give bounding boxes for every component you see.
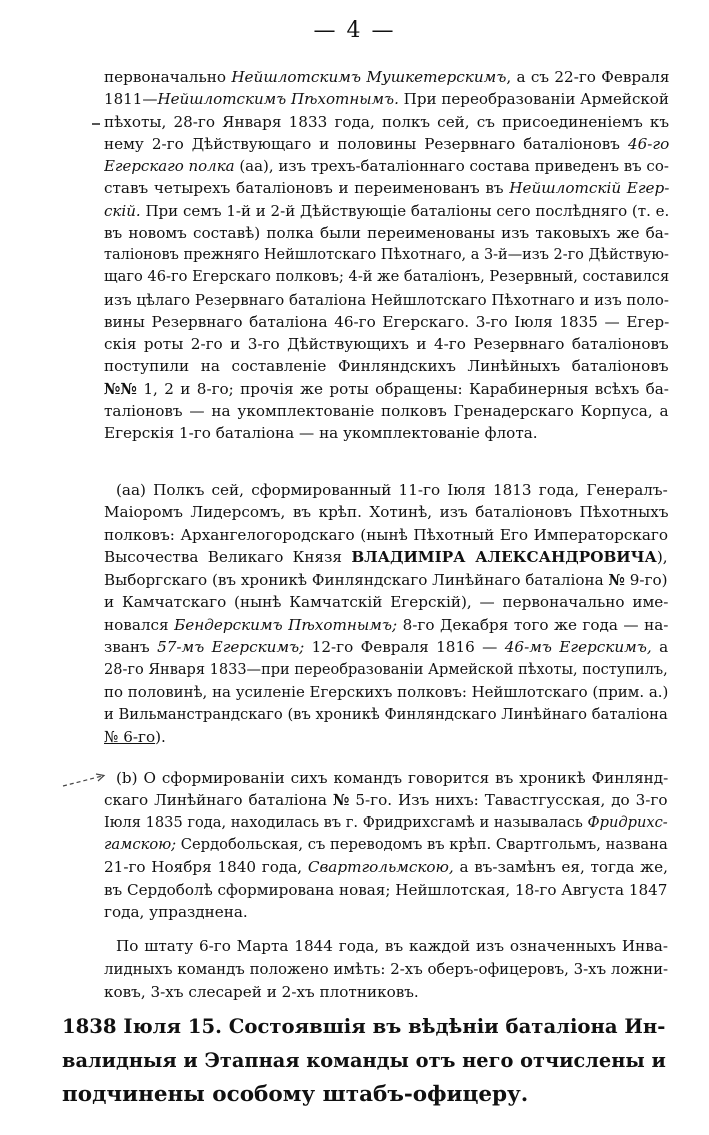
text-line [62,1012,666,1044]
text-run: ковъ, 3-хъ слесарей и 2-хъ плотниковъ. [104,983,419,1001]
text-run: ВЛАДИМІРА АЛЕКСАНДРОВИЧА [351,548,657,567]
text-run: Нейшлотскій Егер- [509,179,669,198]
text-run: 5-го. Изъ нихъ: Тавастгусская, до 3-го [349,791,668,810]
text-line [104,378,669,401]
text-run: ). [155,727,166,746]
text-run: и Камчатскаго (нынѣ Камчатскій Егерскій), — первоначально име- [104,593,668,612]
text-run: Егерскія 1-го баталіона — на укомплектованіе флота. [104,424,538,442]
text-run: вины Резервнаго баталіона 46-го Егерскаго. 3-го Іюля 1835 — Егер- [104,312,669,331]
text-line [104,355,669,378]
text-run: Сердобольская, съ переводомъ въ крѣп. Свартгольмъ, названа [176,835,668,853]
text-run: 8-го Декабря того же года — на- [397,615,668,634]
text-run: скаго Линѣйнаго баталіона [104,791,333,810]
text-run: полковъ: Архангелогородскаго (нынѣ Пѣхотный Его Императорскаго [104,525,668,544]
text-run: 46-го [627,134,669,153]
text-line [104,591,668,614]
text-run: №№ [104,379,138,398]
text-line [104,244,669,267]
text-run: 21-го Ноября 1840 года, [104,858,308,877]
text-line [104,812,668,835]
text-line [104,546,668,569]
text-run: 9-го) [624,570,668,589]
text-run: Выборгскаго (въ хроникѣ Финляндскаго Линѣйнаго баталіона [104,570,609,589]
text-line [104,879,668,902]
text-line [62,1046,666,1078]
text-line [104,704,668,727]
text-line [116,767,668,790]
text-run: въ новомъ составѣ) полка были переименованы изъ таковыхъ же ба- [104,223,669,242]
text-run: изъ цѣлаго Резервнаго баталіона Нейшлотскаго Пѣхотнаго и изъ поло- [104,290,669,309]
text-run: По штату 6-го Марта 1844 года, въ каждой изъ означенныхъ Инва- [116,937,668,955]
text-run: пѣхоты, 28-го Января 1833 года, полкъ сей, съ присоединенiемъ къ [104,112,669,131]
text-run: Свартгольмскою, [307,858,454,877]
text-line [104,66,669,89]
text-run: 46-мъ Егерскимъ, [504,638,652,657]
text-line [104,636,668,659]
text-run: нему 2-го Дѣйствующаго и половины Резервнаго баталіоновъ [104,134,628,153]
text-run: (b) О сформированіи сихъ командъ говорится въ хроникѣ Финлянд- [116,769,668,787]
text-line [104,524,668,547]
text-run: 1, 2 и 8-го; прочія же роты обращены: Карабинерныя всѣхъ ба- [137,379,669,398]
text-line [104,726,668,749]
text-line [104,88,669,111]
text-line [104,200,669,223]
text-run: 57-мъ Егерскимъ; [157,638,305,657]
text-run: первоначально [104,68,232,86]
text-run: а [651,638,668,657]
text-line [62,1080,666,1112]
text-line [104,177,669,200]
text-run: Фридрихс- [587,813,668,831]
text-run: Бендерскимъ Пѣхотнымъ; [174,615,398,634]
text-run: въ Сердоболѣ сформирована новая; Нейшлотская, 18-го Августа 1847 [104,880,668,899]
text-run: таліоновъ прежняго Нейшлотскаго Пѣхотнаго, а 3-й—изъ 2-го Дѣйствую- [104,247,669,263]
text-run: щаго 46-го Егерскаго полковъ; 4-й же баталіонъ, Резервный, составился [104,268,669,286]
text-line [104,681,668,704]
text-run: подчинены особому штабъ-офицеру. [62,1082,529,1107]
text-run: № [608,570,625,589]
text-line [104,958,668,981]
text-run: № 6-го [104,727,156,746]
text-run: званъ [104,638,158,657]
text-run: года, упразднена. [104,902,248,921]
text-line [104,834,668,857]
text-run: При переобразованіи Армейской [398,90,669,109]
text-line [104,111,669,134]
text-line [104,333,669,356]
text-run: 28-го Января 1833—при переобразованіи Армейской пѣхоты, поступилъ, [104,661,668,678]
text-run: ), [656,548,668,567]
text-run: лидныхъ командъ положено имѣть: 2-хъ оберъ-офицеровъ, 3-хъ ложни- [104,960,668,978]
text-line [104,614,668,637]
text-run: 12-го Февраля 1816 — [304,638,505,657]
text-line [104,901,668,924]
text-line [104,569,668,592]
text-run: гамскою; [104,835,177,853]
text-run: новался [104,615,175,634]
margin-arrow-mark [62,770,108,790]
text-run: валидныя и Этапная команды отъ него отчислены и [62,1049,666,1072]
text-run: № [332,791,350,810]
text-run: 1811— [104,90,158,109]
text-run: Высочества Великаго Князя [104,548,352,567]
text-run: Егерскаго полка [104,157,235,175]
text-run: (аа), изъ трехъ-баталіоннаго состава приведенъ въ со- [234,157,669,175]
text-line [104,856,668,879]
text-run: по половинѣ, на усиленіе Егерскихъ полковъ: Нейшлотскаго (прим. а.) [104,683,668,702]
text-line [104,789,668,812]
text-line [104,155,669,178]
text-run: Іюля 1835 года, находилась въ г. Фридрихсгамѣ и называлась [104,813,588,831]
text-run: скія роты 2-го и 3-го Дѣйствующихъ и 4-го Резервнаго баталіоновъ [104,335,669,353]
text-line [104,981,668,1004]
text-line [104,422,669,445]
text-line [104,311,669,334]
text-line [116,479,668,502]
text-line [116,935,668,958]
text-run: При семъ 1-й и 2-й Дѣйствующіе баталіоны сего послѣдняго (т. е. [140,201,669,220]
text-line [104,501,668,524]
text-run: и Вильманстрандскаго (въ хроникѣ Финляндскаго Линѣйнаго баталіона [104,705,668,723]
text-run: Маіоромъ Лидерсомъ, въ крѣп. Хотинѣ, изъ баталіоновъ Пѣхотныхъ [104,503,668,522]
text-line [104,266,669,289]
text-line [104,400,669,423]
text-run: таліоновъ — на укомплектованіе полковъ Гренадерскаго Корпуса, а [104,401,669,420]
text-line [104,289,669,312]
text-line [104,659,668,682]
margin-mark-dash [92,123,100,125]
text-run: 1838 Іюля 15. Состоявшія въ вѣдѣніи баталіона Ин- [62,1015,666,1038]
text-run: поступили на составленіе Финляндскихъ Линѣйныхъ баталіоновъ [104,357,669,376]
text-run: скій. [104,201,141,220]
text-run: Нейшлотскимъ Пѣхотнымъ. [157,90,399,109]
text-line [104,222,669,245]
text-run: , а съ 22-го Февраля [506,68,669,86]
text-run: Нейшлотскимъ Мушкетерскимъ [231,68,507,86]
text-run: (аа) Полкъ сей, сформированный 11-го Іюля 1813 года, Генералъ- [116,481,668,499]
page-number: — 4 — [313,18,396,43]
text-run: а въ-замѣнъ ея, тогда же, [453,858,668,877]
text-line [104,133,669,156]
text-run: ставъ четырехъ баталіоновъ и переименованъ въ [104,179,510,198]
